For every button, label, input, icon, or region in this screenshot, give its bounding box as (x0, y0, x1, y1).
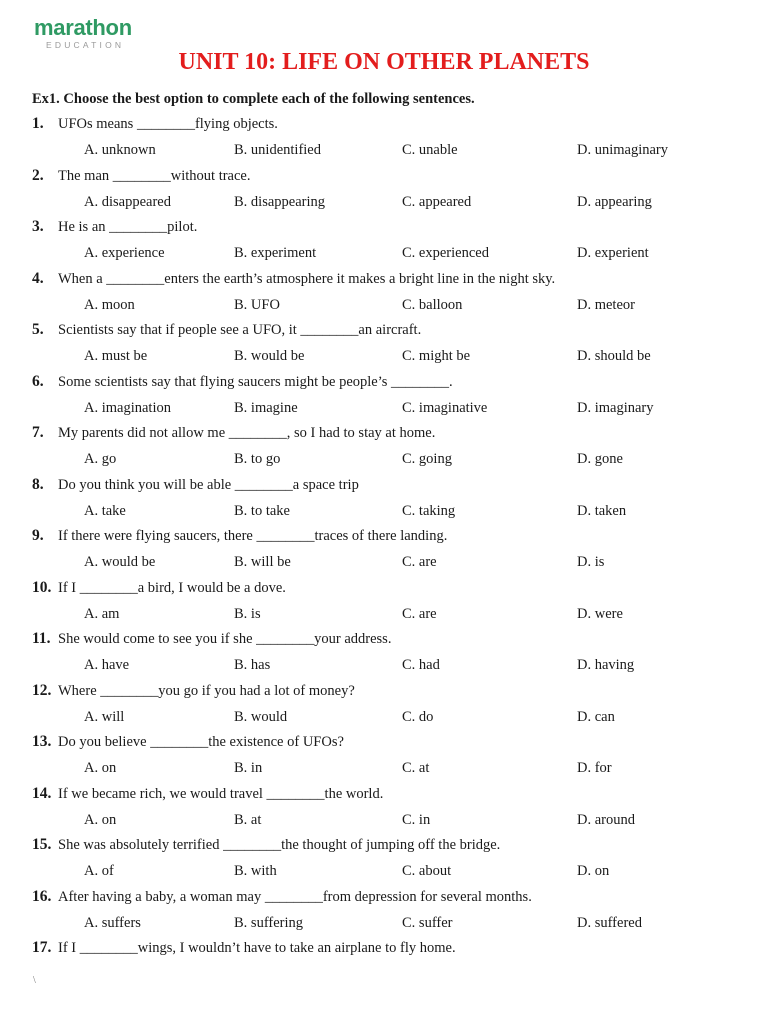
question-line (32, 269, 555, 289)
question-number: 13. (32, 733, 52, 750)
answer-option[interactable]: C. about (402, 863, 452, 879)
answer-option[interactable]: A. imagination (84, 399, 171, 416)
question-number: 1. (32, 115, 44, 132)
logo-wordmark: marathon (34, 15, 132, 40)
question-number: 3. (32, 218, 44, 235)
question-item (0, 423, 768, 475)
question-text: My parents did not allow me ________, so I had to stay at home. (58, 425, 436, 441)
question-text: She would come to see you if she ________your address. (58, 631, 392, 647)
answer-option[interactable]: C. are (402, 554, 437, 570)
question-text: When a ________enters the earth’s atmosphere it makes a bright line in the night sky. (58, 270, 556, 287)
answer-option[interactable]: C. had (402, 657, 440, 673)
answer-option[interactable]: D. meteor (577, 296, 635, 313)
question-text: Scientists say that if people see a UFO, it ________an aircraft. (58, 322, 422, 338)
answer-option[interactable]: B. would (234, 708, 288, 725)
answer-option[interactable]: B. is (234, 605, 261, 622)
question-text: Do you believe ________the existence of UFOs? (58, 734, 344, 750)
answer-option[interactable]: D. should be (577, 348, 651, 364)
answer-option[interactable]: D. were (577, 605, 623, 622)
answer-option[interactable]: D. imaginary (577, 399, 654, 416)
answer-option[interactable]: C. experienced (402, 245, 489, 261)
answer-option[interactable]: A. take (84, 502, 126, 519)
question-item (0, 269, 768, 321)
question-line (32, 938, 456, 958)
answer-option[interactable]: B. would be (234, 348, 305, 364)
answer-option[interactable]: C. might be (402, 348, 471, 364)
answer-option[interactable]: B. suffering (234, 914, 304, 931)
answer-option[interactable]: B. will be (234, 554, 291, 570)
question-line (32, 526, 447, 546)
question-line (32, 114, 278, 134)
question-item (0, 526, 768, 578)
answer-option[interactable]: D. is (577, 554, 605, 570)
answer-option[interactable]: B. in (234, 760, 263, 776)
question-item (0, 166, 768, 218)
answer-option[interactable]: A. go (84, 451, 117, 467)
answer-option[interactable]: C. do (402, 708, 434, 725)
question-text: If I ________a bird, I would be a dove. (58, 579, 286, 596)
question-line (32, 423, 435, 443)
answer-option[interactable]: B. UFO (234, 296, 280, 313)
question-item (0, 835, 768, 887)
question-text: She was absolutely terrified ________the thought of jumping off the bridge. (58, 837, 501, 853)
question-list (0, 114, 768, 990)
question-item (0, 578, 768, 630)
question-line (32, 372, 453, 392)
answer-option[interactable]: A. will (84, 708, 125, 725)
answer-option[interactable]: B. with (234, 863, 277, 879)
answer-option[interactable]: B. disappearing (234, 193, 326, 210)
question-number: 6. (32, 372, 44, 390)
answer-option[interactable]: D. taken (577, 502, 627, 519)
question-number: 17. (32, 939, 52, 956)
question-number: 12. (32, 681, 52, 699)
question-item (0, 475, 768, 527)
question-item (0, 887, 768, 939)
answer-option[interactable]: D. gone (577, 451, 623, 467)
question-text: If there were flying saucers, there ________traces of there landing. (58, 528, 448, 544)
question-item (0, 114, 768, 166)
answer-option[interactable]: D. experient (577, 245, 649, 261)
exercise-instruction: Ex1. Choose the best option to complete each of the following sentences. (32, 91, 475, 107)
footer-mark: \ (33, 975, 36, 986)
answer-option[interactable]: A. of (84, 863, 114, 879)
answer-option[interactable]: D. having (577, 657, 635, 673)
question-item (0, 629, 768, 681)
answer-option[interactable]: A. must be (84, 348, 148, 364)
answer-option[interactable]: D. appearing (577, 193, 652, 210)
page-title: UNIT 10: LIFE ON OTHER PLANETS (178, 49, 590, 75)
answer-option[interactable]: A. on (84, 811, 117, 828)
answer-option[interactable]: A. moon (84, 296, 135, 313)
answer-option[interactable]: A. have (84, 657, 130, 673)
answer-option[interactable]: C. appeared (402, 193, 472, 210)
brand-logo (34, 16, 154, 50)
answer-option[interactable]: B. to go (234, 451, 281, 467)
question-number: 11. (32, 630, 51, 647)
question-number: 10. (32, 578, 52, 596)
answer-option[interactable]: B. imagine (234, 399, 298, 416)
question-line (32, 784, 383, 804)
question-text: UFOs means ________flying objects. (58, 116, 278, 132)
question-number: 5. (32, 321, 44, 338)
answer-option[interactable]: D. around (577, 811, 635, 828)
question-number: 9. (32, 527, 44, 544)
question-text: After having a baby, a woman may ________from depression for several months. (58, 888, 532, 905)
answer-option[interactable]: A. on (84, 760, 117, 776)
answer-option[interactable]: C. unable (402, 142, 458, 158)
answer-option[interactable]: D. suffered (577, 914, 642, 931)
question-text: If I ________wings, I wouldn’t have to take an airplane to fly home. (58, 940, 456, 956)
question-number: 8. (32, 475, 44, 493)
answer-option[interactable]: B. to take (234, 502, 290, 519)
answer-option[interactable]: B. experiment (234, 245, 317, 261)
question-item (0, 784, 768, 836)
question-line (32, 681, 355, 701)
answer-option[interactable]: B. unidentified (234, 142, 321, 158)
question-number: 2. (32, 166, 44, 184)
answer-option[interactable]: C. going (402, 451, 452, 467)
answer-option[interactable]: C. are (402, 605, 437, 622)
question-item (0, 938, 768, 990)
answer-option[interactable]: A. unknown (84, 142, 156, 158)
answer-option[interactable]: A. am (84, 605, 120, 622)
logo-subtitle: EDUCATION (46, 40, 125, 50)
answer-option[interactable]: C. at (402, 760, 430, 776)
answer-option[interactable]: C. balloon (402, 296, 463, 313)
question-text: If we became rich, we would travel ________the world. (58, 785, 384, 802)
question-number: 7. (32, 424, 44, 441)
question-text: Where ________you go if you had a lot of money? (58, 682, 355, 699)
question-item (0, 732, 768, 784)
answer-option[interactable]: A. experience (84, 245, 165, 261)
question-number: 16. (32, 887, 52, 905)
answer-option[interactable]: C. suffer (402, 914, 453, 931)
question-number: 14. (32, 784, 52, 802)
answer-option[interactable]: A. suffers (84, 914, 141, 931)
question-line (32, 732, 344, 752)
answer-option[interactable]: C. taking (402, 502, 456, 519)
question-text: Some scientists say that flying saucers might be people’s ________. (58, 373, 453, 390)
answer-option[interactable]: C. in (402, 811, 431, 828)
question-line (32, 217, 197, 237)
answer-option[interactable]: D. for (577, 760, 612, 776)
answer-option[interactable]: D. can (577, 708, 615, 725)
question-item (0, 320, 768, 372)
answer-option[interactable]: B. at (234, 811, 262, 828)
question-text: He is an ________pilot. (58, 219, 198, 235)
answer-option[interactable]: D. unimaginary (577, 142, 669, 158)
question-text: The man ________without trace. (58, 167, 251, 184)
question-line (32, 320, 421, 340)
answer-option[interactable]: B. has (234, 657, 271, 673)
question-line (32, 835, 500, 855)
answer-option[interactable]: D. on (577, 863, 610, 879)
answer-option[interactable]: C. imaginative (402, 399, 488, 416)
question-number: 15. (32, 836, 52, 853)
question-line (32, 887, 532, 907)
question-line (32, 578, 286, 598)
question-line (32, 166, 250, 186)
question-item (0, 681, 768, 733)
question-line (32, 475, 359, 495)
answer-option[interactable]: A. disappeared (84, 193, 171, 210)
answer-option[interactable]: A. would be (84, 554, 156, 570)
question-item (0, 372, 768, 424)
question-item (0, 217, 768, 269)
question-text: Do you think you will be able ________a space trip (58, 476, 359, 493)
question-line (32, 629, 391, 649)
question-number: 4. (32, 269, 44, 287)
